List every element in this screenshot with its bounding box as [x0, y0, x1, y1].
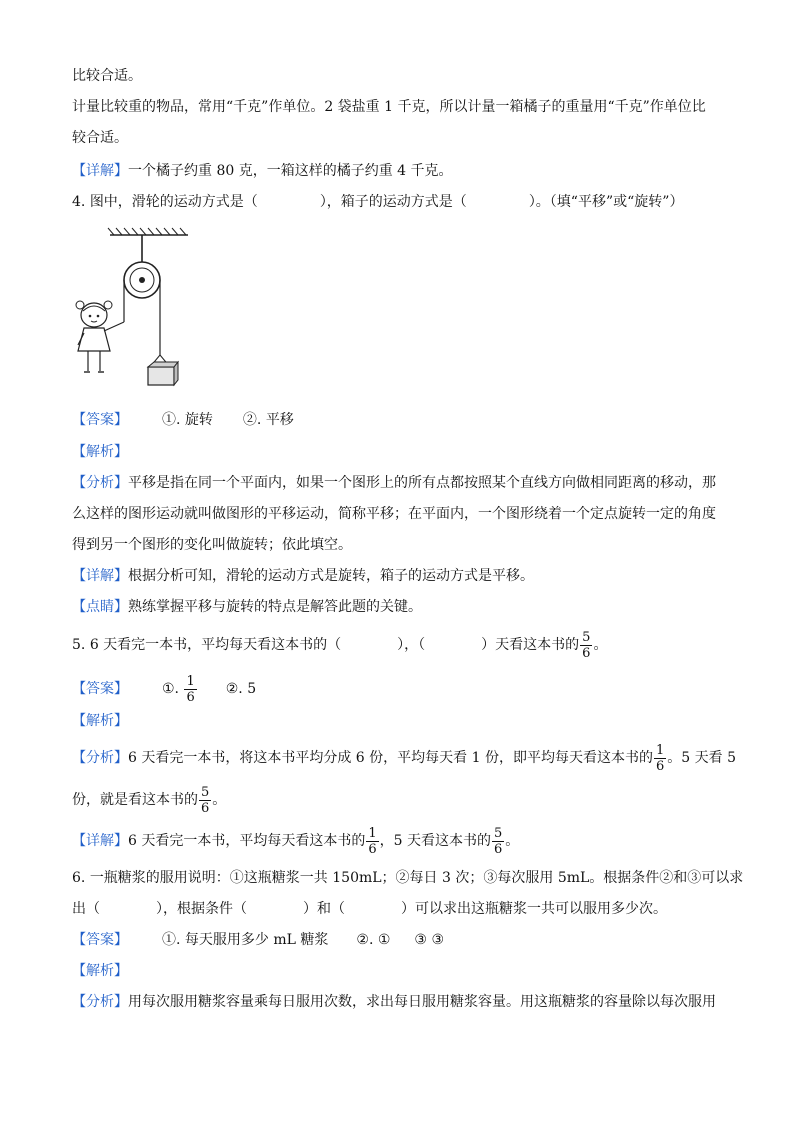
question-6-line2: 出（ ），根据条件（ ）和（ ）可以求出这瓶糖浆一共可以服用多少次。 [72, 901, 667, 917]
analysis-line: 么这样的图形运动就叫做图形的平移运动，简称平移；在平面内，一个图形绕着一个定点旋转一定的角度 [72, 506, 716, 522]
answer-tag: 【答案】 [72, 412, 128, 428]
detail-tag: 【详解】 [72, 163, 128, 179]
analysis-line: 得到另一个图形的变化叫做旋转；依此填空。 [72, 537, 352, 553]
answer-line: 【答案】 ①. 旋转 ②. 平移 [72, 412, 294, 428]
analysis-line: 【分析】用每次服用糖浆容量乘每日服用次数，求出每日服用糖浆容量。用这瓶糖浆的容量除以每次服用 [72, 994, 716, 1010]
text-line: 比较合适。 [72, 68, 142, 84]
text-line: 较合适。 [72, 130, 128, 146]
detail-line: 【详解】一个橘子约重 80 克，一箱这样的橘子约重 4 千克。 [72, 163, 453, 179]
tip-line: 【点睛】熟练掌握平移与旋转的特点是解答此题的关键。 [72, 599, 422, 615]
analysis-line: 份，就是看这本书的 $\frac{5}{6}$ 。 [72, 784, 227, 816]
answer-line: 【答案】 ①. $\frac{1}{6}$ ②. 5 [72, 673, 257, 705]
answer-line: 【答案】 ①. 每天服用多少 mL 糖浆 ②. ① ③ ③ [72, 932, 444, 948]
question-4: 4. 图中，滑轮的运动方式是（ ），箱子的运动方式是（ ）。（填“平移”或“旋转”） [72, 194, 684, 210]
pulley-figure [70, 225, 190, 395]
analysis-tag: 【分析】 [72, 475, 128, 491]
fraction: $\frac{5}{6}$ [582, 629, 591, 661]
question-5: 5. 6 天看完一本书，平均每天看这本书的（ ），（ ）天看这本书的 $\frac{5}{6}$ 。 [72, 629, 608, 661]
analysis-line: 【分析】6 天看完一本书，将这本书平均分成 6 份，平均每天看 1 份，即平均每天看这本书的 $\frac{1}{6}$ 。5 天看 5 [72, 742, 736, 774]
analysis-heading: 【解析】 [72, 713, 128, 729]
text-line: 计量比较重的物品，常用“千克”作单位。2 袋盐重 1 千克，所以计量一箱橘子的重量用“千克”作单位比 [72, 99, 706, 115]
detail-line: 【详解】6 天看完一本书，平均每天看这本书的 $\frac{1}{6}$ ，5 天看这本书的 $\frac{5}{6}$ 。 [72, 825, 520, 857]
analysis-heading: 【解析】 [72, 444, 128, 460]
analysis-heading: 【解析】 [72, 963, 128, 979]
detail-line: 【详解】根据分析可知，滑轮的运动方式是旋转，箱子的运动方式是平移。 [72, 568, 534, 584]
analysis-line: 【分析】平移是指在同一个平面内，如果一个图形上的所有点都按照某个直线方向做相同距离的移动，那 [72, 475, 716, 491]
question-6: 6. 一瓶糖浆的服用说明：①这瓶糖浆一共 150mL；②每日 3 次；③每次服用 5mL。根据条件②和③可以求 [72, 870, 744, 886]
